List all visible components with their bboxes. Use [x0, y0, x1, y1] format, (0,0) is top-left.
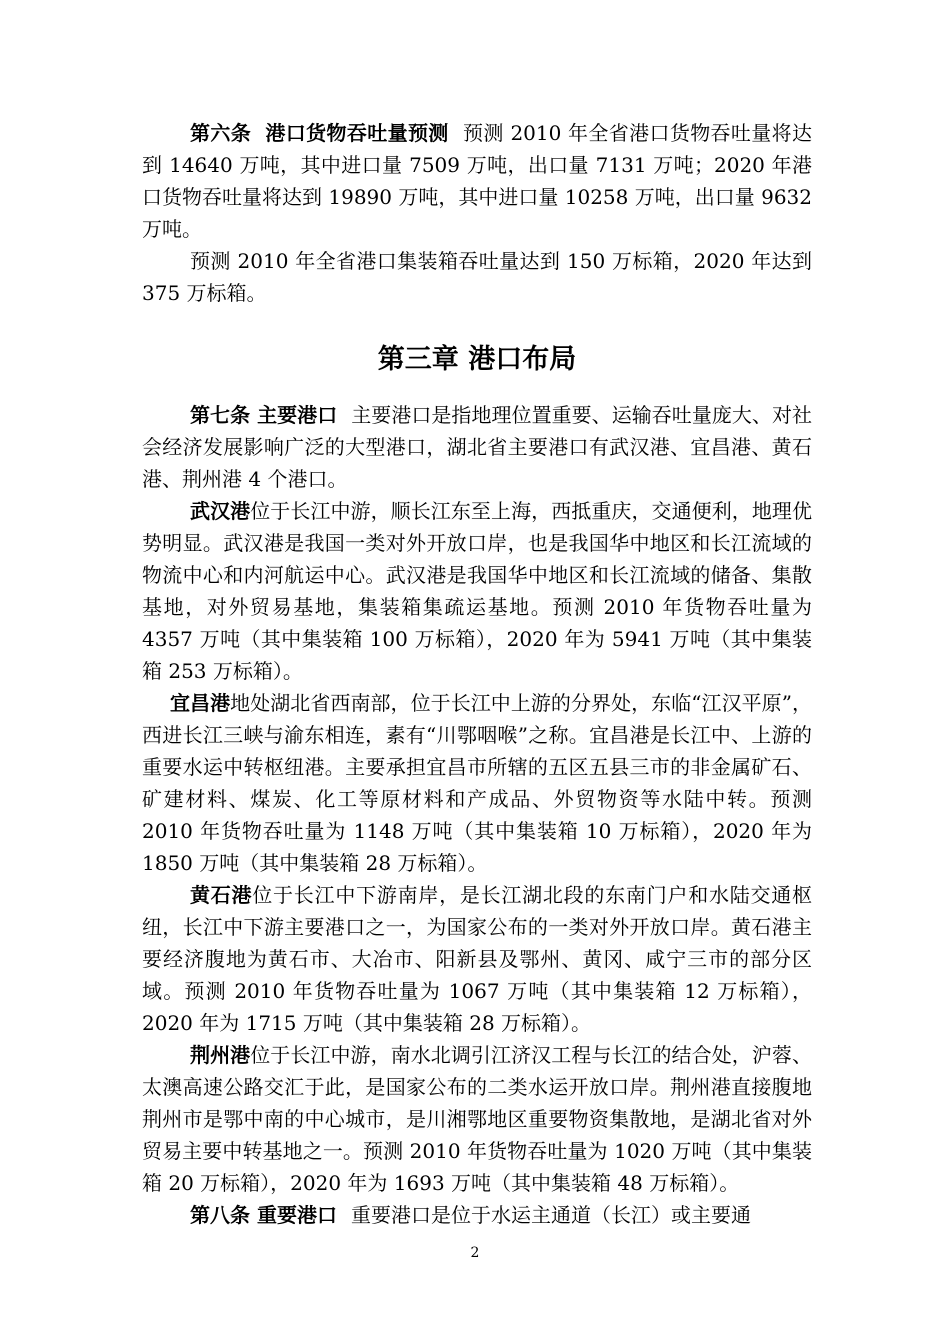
port-wuhan-paragraph: [142, 495, 812, 687]
article-6-number: 第六条: [190, 121, 252, 145]
page-number: 2: [470, 1245, 480, 1261]
article-8-heading: 第八条 重要港口: [190, 1203, 337, 1227]
article-6-title: 港口货物吞吐量预测: [265, 121, 449, 145]
article-7-heading: 第七条 主要港口: [190, 403, 338, 427]
port-huangshi-paragraph: [142, 879, 812, 1039]
article-6-text: 预测 2010 年全省港口货物吞吐量将达到 14640 万吨，其中进口量 7509 万吨，出口量 7131 万吨；2020 年港口货物吞吐量将达到 19890 万吨，其中进口量 10258 万吨，出口量 9632 万吨。: [142, 121, 812, 241]
port-description: 地处湖北省西南部，位于长江中上游的分界处，东临“江汉平原”，西进长江三峡与渝东相连，素有“川鄂咽喉”之称。宜昌港是长江中、上游的重要水运中转枢纽港。主要承担宜昌市所辖的五区五县三市的非金属矿石、矿建材料、煤炭、化工等原材料和产成品、外贸物资等水陆中转。预测 2010 年货物吞吐量为 1148 万吨（其中集装箱 10 万标箱），2020 年为 1850 万吨（其中集装箱 28 万标箱）。: [142, 691, 813, 875]
port-name: 武汉港: [190, 499, 251, 523]
port-jingzhou-paragraph: [142, 1039, 812, 1199]
article-7-paragraph: [142, 399, 812, 495]
chapter-title: 第三章 港口布局: [377, 344, 577, 375]
port-description: 位于长江中下游南岸，是长江湖北段的东南门户和水陆交通枢纽，长江中下游主要港口之一，为国家公布的一类对外开放口岸。黄石港主要经济腹地为黄石市、大冶市、阳新县及鄂州、黄冈、咸宁三市的部分区域。预测 2010 年货物吞吐量为 1067 万吨（其中集装箱 12 万标箱），2020 年为 1715 万吨（其中集装箱 28 万标箱）。: [142, 883, 813, 1035]
port-description: 位于长江中游，顺长江东至上海，西抵重庆，交通便利，地理优势明显。武汉港是我国一类对外开放口岸，也是我国华中地区和长江流域的物流中心和内河航运中心。武汉港是我国华中地区和长江流域的储备、集散基地，对外贸易基地，集装箱集疏运基地。预测 2010 年货物吞吐量为 4357 万吨（其中集装箱 100 万标箱），2020 年为 5941 万吨（其中集装箱 253 万标箱）。: [142, 499, 813, 683]
article-6-container-paragraph: [142, 245, 812, 309]
port-name: 宜昌港: [170, 691, 231, 715]
port-name: 黄石港: [190, 883, 253, 907]
port-yichang-paragraph: [142, 687, 812, 879]
article-6-container-text: 预测 2010 年全省港口集装箱吞吐量达到 150 万标箱，2020 年达到 375 万标箱。: [142, 249, 812, 305]
page-content: [142, 117, 812, 1231]
article-7-text: 主要港口是指地理位置重要、运输吞吐量庞大、对社会经济发展影响广泛的大型港口，湖北省主要港口有武汉港、宜昌港、黄石港、荆州港 4 个港口。: [142, 403, 812, 491]
article-6-paragraph: [142, 117, 812, 245]
article-8-paragraph: [142, 1199, 812, 1231]
port-description: 位于长江中游，南水北调引江济汉工程与长江的结合处，沪蓉、太澳高速公路交汇于此，是国家公布的二类水运开放口岸。荆州港直接腹地荆州市是鄂中南的中心城市，是川湘鄂地区重要物资集散地，是湖北省对外贸易主要中转基地之一。预测 2010 年货物吞吐量为 1020 万吨（其中集装箱 20 万标箱），2020 年为 1693 万吨（其中集装箱 48 万标箱）。: [142, 1043, 813, 1195]
article-8-text: 重要港口是位于水运主通道（长江）或主要通: [350, 1203, 751, 1227]
port-name: 荆州港: [190, 1043, 251, 1067]
